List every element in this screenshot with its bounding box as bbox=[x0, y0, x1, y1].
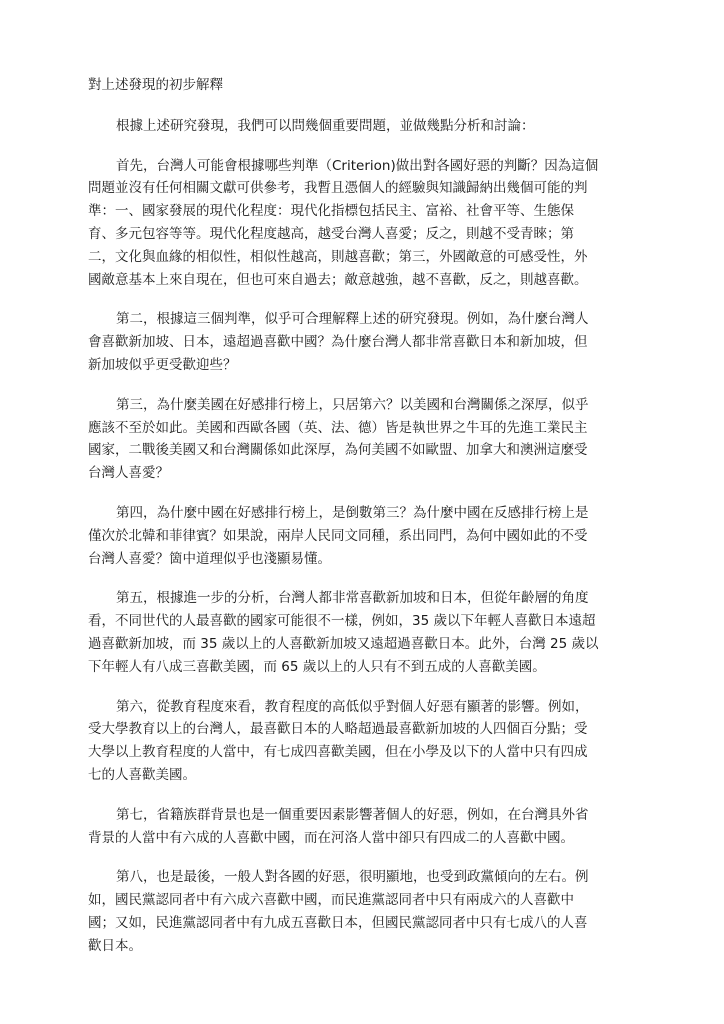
paragraph bbox=[88, 394, 638, 485]
paragraph-line: 第五，根據進一步的分析，台灣人都非常喜歡新加坡和日本，但從年齡層的角度 bbox=[116, 590, 589, 607]
paragraph-line: 台灣人喜愛？ bbox=[88, 465, 169, 482]
paragraph bbox=[88, 866, 638, 957]
paragraph-line: 第二，根據這三個判準，似乎可合理解釋上述的研究發現。例如，為什麼台灣人 bbox=[116, 311, 589, 328]
paragraph bbox=[88, 115, 638, 138]
paragraph-line: 背景的人當中有六成的人喜歡中國，而在河洛人當中卻只有四成二的人喜歡中國。 bbox=[88, 829, 574, 846]
document-page bbox=[88, 74, 638, 975]
paragraph bbox=[88, 587, 638, 678]
paragraph-line: 第六，從教育程度來看，教育程度的高低似乎對個人好惡有顯著的影響。例如， bbox=[116, 698, 589, 715]
paragraph bbox=[88, 804, 638, 850]
paragraph-line: 下年輕人有八成三喜歡美國，而 65 歲以上的人只有不到五成的人喜歡美國。 bbox=[88, 658, 546, 675]
paragraph-line: 如，國民黨認同者中有六成六喜歡中國，而民進黨認同者中只有兩成六的人喜歡中 bbox=[88, 892, 574, 909]
paragraph-line: 受大學教育以上的台灣人，最喜歡日本的人略超過最喜歡新加坡的人四個百分點；受 bbox=[88, 721, 588, 738]
section-heading: 對上述發現的初步解釋 bbox=[88, 77, 223, 93]
paragraph-line: 育、多元包容等等。現代化程度越高，越受台灣人喜愛；反之，則越不受青睞；第 bbox=[88, 225, 574, 242]
paragraph-line: 國家，二戰後美國又和台灣關係如此深厚，為何美國不如歐盟、加拿大和澳洲這麼受 bbox=[88, 442, 588, 459]
paragraph-line: 準：一、國家發展的現代化程度：現代化指標包括民主、富裕、社會平等、生態保 bbox=[88, 203, 574, 220]
paragraph-line: 國敵意基本上來自現在，但也可來自過去；敵意越強，越不喜歡，反之，則越喜歡。 bbox=[88, 271, 588, 288]
paragraph bbox=[88, 308, 638, 376]
paragraph-line: 國；又如，民進黨認同者中有九成五喜歡日本，但國民黨認同者中只有七成八的人喜 bbox=[88, 914, 588, 931]
paragraph-line: 第四，為什麼中國在好感排行榜上，是倒數第三？為什麼中國在反感排行榜上是 bbox=[116, 504, 589, 521]
paragraph bbox=[88, 502, 638, 570]
paragraph-line: 過喜歡新加坡，而 35 歲以上的人喜歡新加坡又遠超過喜歡日本。此外，台灣 25 歲以 bbox=[88, 635, 599, 652]
paragraph bbox=[88, 696, 638, 787]
paragraph-line: 台灣人喜愛？箇中道理似乎也淺顯易懂。 bbox=[88, 550, 331, 567]
paragraph-line: 二，文化與血緣的相似性，相似性越高，則越喜歡；第三，外國敵意的可感受性，外 bbox=[88, 248, 588, 265]
paragraph-line: 新加坡似乎更受歡迎些？ bbox=[88, 356, 237, 373]
paragraph-list bbox=[88, 115, 638, 958]
paragraph-line: 大學以上教育程度的人當中，有七成四喜歡美國，但在小學及以下的人當中只有四成 bbox=[88, 744, 588, 761]
paragraph-line: 歡日本。 bbox=[88, 937, 142, 954]
paragraph-line: 第七，省籍族群背景也是一個重要因素影響著個人的好惡，例如，在台灣具外省 bbox=[116, 806, 589, 823]
paragraph-line: 根據上述研究發現，我們可以問幾個重要問題，並做幾點分析和討論： bbox=[116, 117, 535, 134]
paragraph-line: 第三，為什麼美國在好感排行榜上，只居第六？以美國和台灣關係之深厚，似乎 bbox=[116, 396, 589, 413]
paragraph-line: 僅次於北韓和菲律賓？如果說，兩岸人民同文同種，系出同門，為何中國如此的不受 bbox=[88, 527, 588, 544]
paragraph-line: 看，不同世代的人最喜歡的國家可能很不一樣，例如，35 歲以下年輕人喜歡日本遠超 bbox=[88, 613, 596, 630]
paragraph-line: 首先，台灣人可能會根據哪些判準（Criterion)做出對各國好惡的判斷？因為這個 bbox=[116, 157, 599, 174]
paragraph-line: 應該不至於如此。美國和西歐各國（英、法、德）皆是執世界之牛耳的先進工業民主 bbox=[88, 419, 588, 436]
paragraph-line: 七的人喜歡美國。 bbox=[88, 766, 196, 783]
paragraph bbox=[88, 155, 638, 292]
paragraph-line: 問題並沒有任何相關文獻可供參考，我暫且憑個人的經驗與知識歸納出幾個可能的判 bbox=[88, 180, 588, 197]
paragraph-line: 第八，也是最後，一般人對各國的好惡，很明顯地，也受到政黨傾向的左右。例 bbox=[116, 869, 589, 886]
paragraph-line: 會喜歡新加坡、日本，遠超過喜歡中國？為什麼台灣人都非常喜歡日本和新加坡，但 bbox=[88, 334, 588, 351]
